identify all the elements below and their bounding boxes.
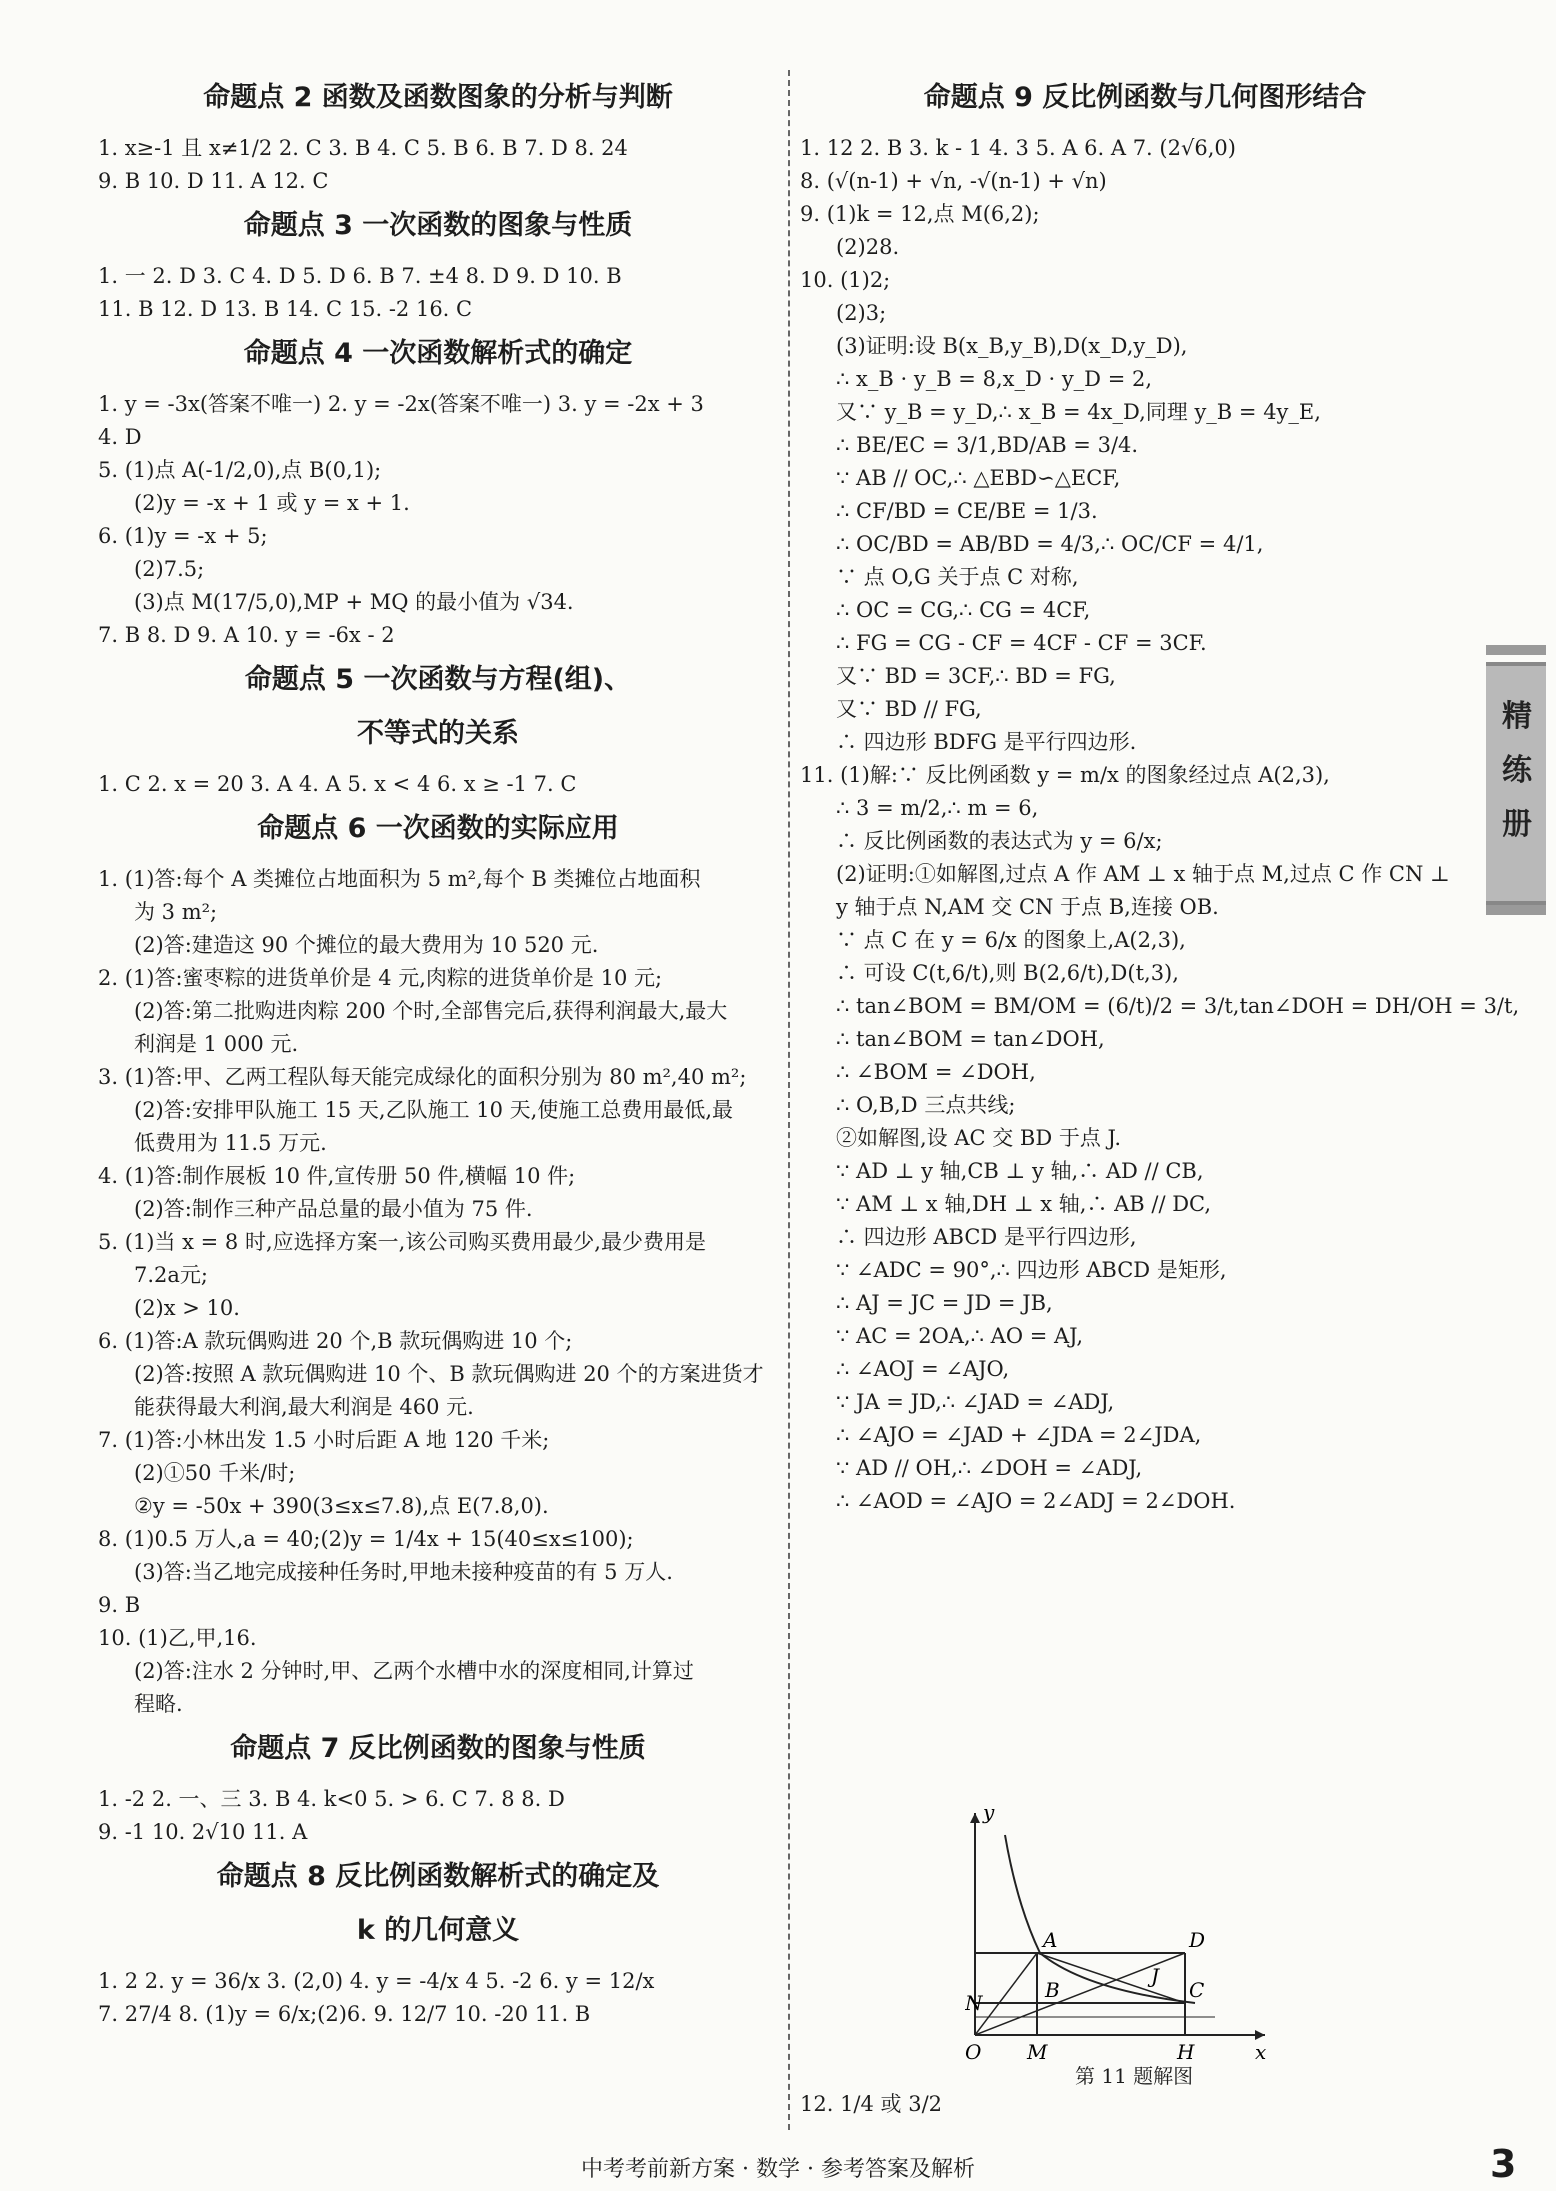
answer-line: 3. (1)答:甲、乙两工程队每天能完成绿化的面积分别为 80 m²,40 m²; bbox=[98, 1065, 747, 1089]
answer-line: ∴ O,B,D 三点共线; bbox=[836, 1093, 1016, 1117]
answer-line: ∴ tan∠BOM = BM/OM = (6/t)/2 = 3/t,tan∠DOH = DH/OH = 3/t, bbox=[836, 994, 1520, 1018]
side-tab-top-bar bbox=[1486, 645, 1546, 655]
x-axis-arrow bbox=[1255, 2030, 1265, 2040]
answer-line: 4. D bbox=[98, 425, 142, 449]
answer-line: ∴ OC/BD = AB/BD = 4/3,∴ OC/CF = 4/1, bbox=[836, 532, 1264, 556]
answer-line: ∴ ∠AJO = ∠JAD + ∠JDA = 2∠JDA, bbox=[836, 1423, 1202, 1447]
answer-line: ∴ FG = CG - CF = 4CF - CF = 3CF. bbox=[836, 631, 1207, 655]
section-heading: 命题点 7 反比例函数的图象与性质 bbox=[230, 1733, 646, 1764]
answer-line: ∴ x_B · y_B = 8,x_D · y_D = 2, bbox=[836, 367, 1153, 391]
answer-line: 1. y = -3x(答案不唯一) 2. y = -2x(答案不唯一) 3. y = -2x + 3 bbox=[98, 392, 704, 416]
answer-line: ②y = -50x + 390(3≤x≤7.8),点 E(7.8,0). bbox=[134, 1494, 549, 1518]
answer-line: (2)x > 10. bbox=[134, 1296, 240, 1320]
answer-line: (2)28. bbox=[836, 235, 900, 259]
answer-line: ∵ AM ⊥ x 轴,DH ⊥ x 轴,∴ AB // DC, bbox=[836, 1192, 1212, 1216]
answer-line: 8. (√(n-1) + √n, -√(n-1) + √n) bbox=[800, 169, 1107, 193]
answer-line: ∴ CF/BD = CE/BE = 1/3. bbox=[836, 499, 1098, 523]
answer-line: 2. (1)答:蜜枣粽的进货单价是 4 元,肉粽的进货单价是 10 元; bbox=[98, 966, 663, 990]
answer-line: 又∵ y_B = y_D,∴ x_B = 4x_D,同理 y_B = 4y_E, bbox=[836, 400, 1321, 424]
answer-line: 又∵ BD = 3CF,∴ BD = FG, bbox=[836, 664, 1116, 688]
answer-line: 1. -2 2. 一、三 3. B 4. k<0 5. > 6. C 7. 8 8. D bbox=[98, 1787, 565, 1811]
section-heading: 不等式的关系 bbox=[357, 718, 519, 749]
answer-line: (2)7.5; bbox=[134, 557, 205, 581]
section-heading: k 的几何意义 bbox=[356, 1915, 520, 1946]
answer-line: (3)答:当乙地完成接种任务时,甲地未接种疫苗的有 5 万人. bbox=[134, 1560, 673, 1584]
answer-line: (2)答:注水 2 分钟时,甲、乙两个水槽中水的深度相同,计算过 bbox=[134, 1659, 694, 1683]
answer-line: (2)①50 千米/时; bbox=[134, 1461, 296, 1485]
page-number: 3 bbox=[1490, 2142, 1517, 2186]
answer-line: (2)y = -x + 1 或 y = x + 1. bbox=[134, 491, 410, 515]
section-heading: 命题点 2 函数及函数图象的分析与判断 bbox=[203, 82, 673, 113]
label-y: y bbox=[983, 1805, 995, 1824]
answer-line: (2)证明:①如解图,过点 A 作 AM ⊥ x 轴于点 M,过点 C 作 CN ⊥ bbox=[836, 862, 1450, 886]
answer-line: 9. -1 10. 2√10 11. A bbox=[98, 1820, 308, 1844]
answer-line: ②如解图,设 AC 交 BD 于点 J. bbox=[836, 1126, 1122, 1150]
answer-line: 程略. bbox=[134, 1692, 183, 1716]
left-column bbox=[98, 70, 778, 2031]
label-A: A bbox=[1043, 1928, 1058, 1952]
answer-line: ∴ 可设 C(t,6/t),则 B(2,6/t),D(t,3), bbox=[836, 961, 1179, 985]
answer-12: 12. 1/4 或 3/2 bbox=[800, 2092, 943, 2116]
answer-line: ∴ ∠BOM = ∠DOH, bbox=[836, 1060, 1036, 1084]
answer-line: 9. (1)k = 12,点 M(6,2); bbox=[800, 202, 1040, 226]
answer-line: 9. B bbox=[98, 1593, 141, 1617]
answer-line: ∴ BE/EC = 3/1,BD/AB = 3/4. bbox=[836, 433, 1139, 457]
answer-line: 1. 2 2. y = 36/x 3. (2,0) 4. y = -4/x 4 5. -2 6. y = 12/x bbox=[98, 1969, 655, 1993]
answer-line: 又∵ BD // FG, bbox=[836, 697, 982, 721]
answer-line: ∴ AJ = JC = JD = JB, bbox=[836, 1291, 1053, 1315]
section-heading: 命题点 9 反比例函数与几何图形结合 bbox=[923, 82, 1367, 113]
label-O: O bbox=[965, 2040, 982, 2064]
label-M: M bbox=[1027, 2040, 1048, 2064]
answer-line: 11. B 12. D 13. B 14. C 15. -2 16. C bbox=[98, 297, 473, 321]
column-divider bbox=[788, 70, 790, 2130]
answer-line: 10. (1)乙,甲,16. bbox=[98, 1626, 257, 1650]
answer-line: ∵ ∠ADC = 90°,∴ 四边形 ABCD 是矩形, bbox=[836, 1258, 1227, 1282]
answer-line: 1. (1)答:每个 A 类摊位占地面积为 5 m²,每个 B 类摊位占地面积 bbox=[98, 867, 701, 891]
answer-line: (3)点 M(17/5,0),MP + MQ 的最小值为 √34. bbox=[134, 590, 574, 614]
answer-line: 11. (1)解:∵ 反比例函数 y = m/x 的图象经过点 A(2,3), bbox=[800, 763, 1330, 787]
label-D: D bbox=[1189, 1928, 1206, 1952]
section-heading: 命题点 6 一次函数的实际应用 bbox=[257, 813, 619, 844]
answer-line: 1. C 2. x = 20 3. A 4. A 5. x < 4 6. x ≥ -1 7. C bbox=[98, 772, 577, 796]
section-heading: 命题点 5 一次函数与方程(组)、 bbox=[244, 664, 632, 695]
hyperbola-curve bbox=[1005, 1835, 1195, 2003]
label-J: J bbox=[1151, 1964, 1160, 1988]
answer-line: ∴ 反比例函数的表达式为 y = 6/x; bbox=[836, 829, 1163, 853]
answer-line: ∵ 点 O,G 关于点 C 对称, bbox=[836, 565, 1079, 589]
answer-line: 10. (1)2; bbox=[800, 268, 891, 292]
answer-line: (3)证明:设 B(x_B,y_B),D(x_D,y_D), bbox=[836, 334, 1188, 358]
answer-line: ∵ AD ⊥ y 轴,CB ⊥ y 轴,∴ AD // CB, bbox=[836, 1159, 1204, 1183]
label-H: H bbox=[1177, 2040, 1195, 2064]
answer-line: ∵ 点 C 在 y = 6/x 的图象上,A(2,3), bbox=[836, 928, 1186, 952]
side-tab-bottom-bar bbox=[1486, 905, 1546, 915]
answer-line: 7. B 8. D 9. A 10. y = -6x - 2 bbox=[98, 623, 395, 647]
answer-line: 1. 12 2. B 3. k - 1 4. 3 5. A 6. A 7. (2√6,0) bbox=[800, 136, 1236, 160]
side-tab-label: 精练册 bbox=[1502, 699, 1532, 842]
answer-line: 8. (1)0.5 万人,a = 40;(2)y = 1/4x + 15(40≤x≤100); bbox=[98, 1527, 634, 1551]
answer-line: 5. (1)当 x = 8 时,应选择方案一,该公司购买费用最少,最少费用是 bbox=[98, 1230, 706, 1254]
answer-line: 4. (1)答:制作展板 10 件,宣传册 50 件,横幅 10 件; bbox=[98, 1164, 576, 1188]
answer-line: 9. B 10. D 11. A 12. C bbox=[98, 169, 329, 193]
figure-caption: 第 11 题解图 bbox=[1075, 2064, 1194, 2088]
section-heading: 命题点 3 一次函数的图象与性质 bbox=[243, 210, 633, 241]
answer-line: y 轴于点 N,AM 交 CN 于点 B,连接 OB. bbox=[836, 895, 1219, 919]
answer-line: ∴ ∠AOJ = ∠AJO, bbox=[836, 1357, 1010, 1381]
answer-line: ∴ tan∠BOM = tan∠DOH, bbox=[836, 1027, 1105, 1051]
answer-line: (2)答:按照 A 款玩偶购进 10 个、B 款玩偶购进 20 个的方案进货才 bbox=[134, 1362, 764, 1386]
label-x: x bbox=[1255, 2040, 1267, 2064]
answer-line: ∴ ∠AOD = ∠AJO = 2∠ADJ = 2∠DOH. bbox=[836, 1489, 1236, 1513]
answer-line: ∴ 四边形 BDFG 是平行四边形. bbox=[836, 730, 1137, 754]
answer-line: 低费用为 11.5 万元. bbox=[134, 1131, 327, 1155]
footer: 中考考前新方案 · 数学 · 参考答案及解析 bbox=[581, 2157, 975, 2182]
answer-line: (2)3; bbox=[836, 301, 887, 325]
y-axis-arrow bbox=[970, 1813, 980, 1823]
answer-line: 7.2a元; bbox=[134, 1263, 208, 1287]
answer-line: ∵ AD // OH,∴ ∠DOH = ∠ADJ, bbox=[836, 1456, 1143, 1480]
answer-line: ∵ JA = JD,∴ ∠JAD = ∠ADJ, bbox=[836, 1390, 1115, 1414]
answer-line: ∴ 四边形 ABCD 是平行四边形, bbox=[836, 1225, 1137, 1249]
answer-line: 能获得最大利润,最大利润是 460 元. bbox=[134, 1395, 474, 1419]
answer-line: 5. (1)点 A(-1/2,0),点 B(0,1); bbox=[98, 458, 382, 482]
section-heading: 命题点 8 反比例函数解析式的确定及 bbox=[216, 1861, 660, 1892]
answer-line: ∴ OC = CG,∴ CG = 4CF, bbox=[836, 598, 1091, 622]
answer-line: ∵ AC = 2OA,∴ AO = AJ, bbox=[836, 1324, 1084, 1348]
answer-line: (2)答:第二批购进肉粽 200 个时,全部售完后,获得利润最大,最大 bbox=[134, 999, 728, 1023]
answer-line: (2)答:制作三种产品总量的最小值为 75 件. bbox=[134, 1197, 533, 1221]
answer-line: 7. (1)答:小林出发 1.5 小时后距 A 地 120 千米; bbox=[98, 1428, 550, 1452]
question-11-figure bbox=[965, 1805, 1275, 2065]
section-heading: 命题点 4 一次函数解析式的确定 bbox=[243, 338, 633, 369]
label-N: N bbox=[965, 1991, 983, 2015]
label-B: B bbox=[1045, 1978, 1060, 2002]
label-C: C bbox=[1189, 1978, 1205, 2002]
answer-line: ∵ AB // OC,∴ △EBD∽△ECF, bbox=[836, 466, 1121, 490]
answer-line: 7. 27/4 8. (1)y = 6/x;(2)6. 9. 12/7 10. -20 11. B bbox=[98, 2002, 591, 2026]
answer-line: ∴ 3 = m/2,∴ m = 6, bbox=[836, 796, 1039, 820]
answer-line: (2)答:建造这 90 个摊位的最大费用为 10 520 元. bbox=[134, 933, 599, 957]
answer-line: 1. x≥-1 且 x≠1/2 2. C 3. B 4. C 5. B 6. B 7. D 8. 24 bbox=[98, 136, 628, 160]
answer-line: 为 3 m²; bbox=[134, 900, 218, 924]
answer-line: 6. (1)y = -x + 5; bbox=[98, 524, 268, 548]
answer-line: 1. 一 2. D 3. C 4. D 5. D 6. B 7. ±4 8. D 9. D 10. B bbox=[98, 264, 622, 288]
answer-line: 6. (1)答:A 款玩偶购进 20 个,B 款玩偶购进 10 个; bbox=[98, 1329, 573, 1353]
answer-line: (2)答:安排甲队施工 15 天,乙队施工 10 天,使施工总费用最低,最 bbox=[134, 1098, 733, 1122]
answer-line: 利润是 1 000 元. bbox=[134, 1032, 299, 1056]
